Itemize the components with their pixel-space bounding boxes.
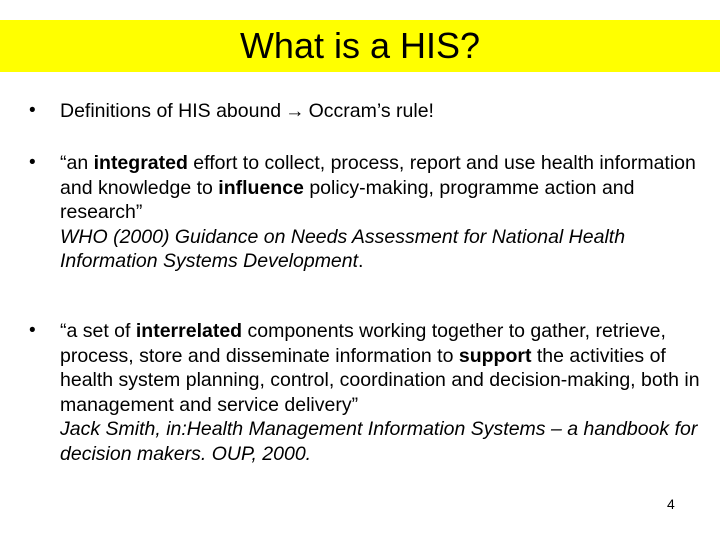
quote-text: effort to collect, process, report and use health information and knowledge to <box>60 152 696 199</box>
bullet-dot: • <box>29 320 36 341</box>
quote-text: the activities of health system planning, control, coordination and decision-making, both in management and service delivery” <box>60 344 700 416</box>
quote-text: policy-making, programme action and research” <box>60 176 635 223</box>
emphasis-support: support <box>458 344 532 367</box>
emphasis-integrated: integrated <box>93 152 188 174</box>
quote-text: “a set of <box>60 320 136 342</box>
bullet-dot: • <box>29 100 36 121</box>
citation-end: . <box>358 250 364 272</box>
slide-title: What is a HIS? <box>239 25 481 66</box>
emphasis-influence: influence <box>218 176 304 199</box>
emphasis-interrelated: interrelated <box>135 320 243 342</box>
page-number: 4 <box>667 496 675 512</box>
citation-who: WHO (2000) Guidance on Needs Assessment for National Health Information Systems Development <box>60 225 626 272</box>
bullet-item-who-definition <box>29 151 700 274</box>
bullet-dot: • <box>29 152 36 173</box>
bullet-item-definitions <box>29 99 700 124</box>
quote-text: “an <box>60 152 94 174</box>
bullet-item-smith-definition <box>29 319 700 466</box>
quote-text: components working together to gather, retrieve, process, store and disseminate information to <box>60 320 666 367</box>
citation-smith: Jack Smith, in:Health Management Information Systems – a handbook for decision makers. OUP, 2000. <box>60 418 698 465</box>
bullet-text-after-arrow: Occram’s rule! <box>308 100 434 122</box>
bullet-text: Definitions of HIS abound <box>60 100 282 122</box>
title-banner <box>0 20 720 72</box>
arrow-right-icon: → <box>285 100 305 122</box>
